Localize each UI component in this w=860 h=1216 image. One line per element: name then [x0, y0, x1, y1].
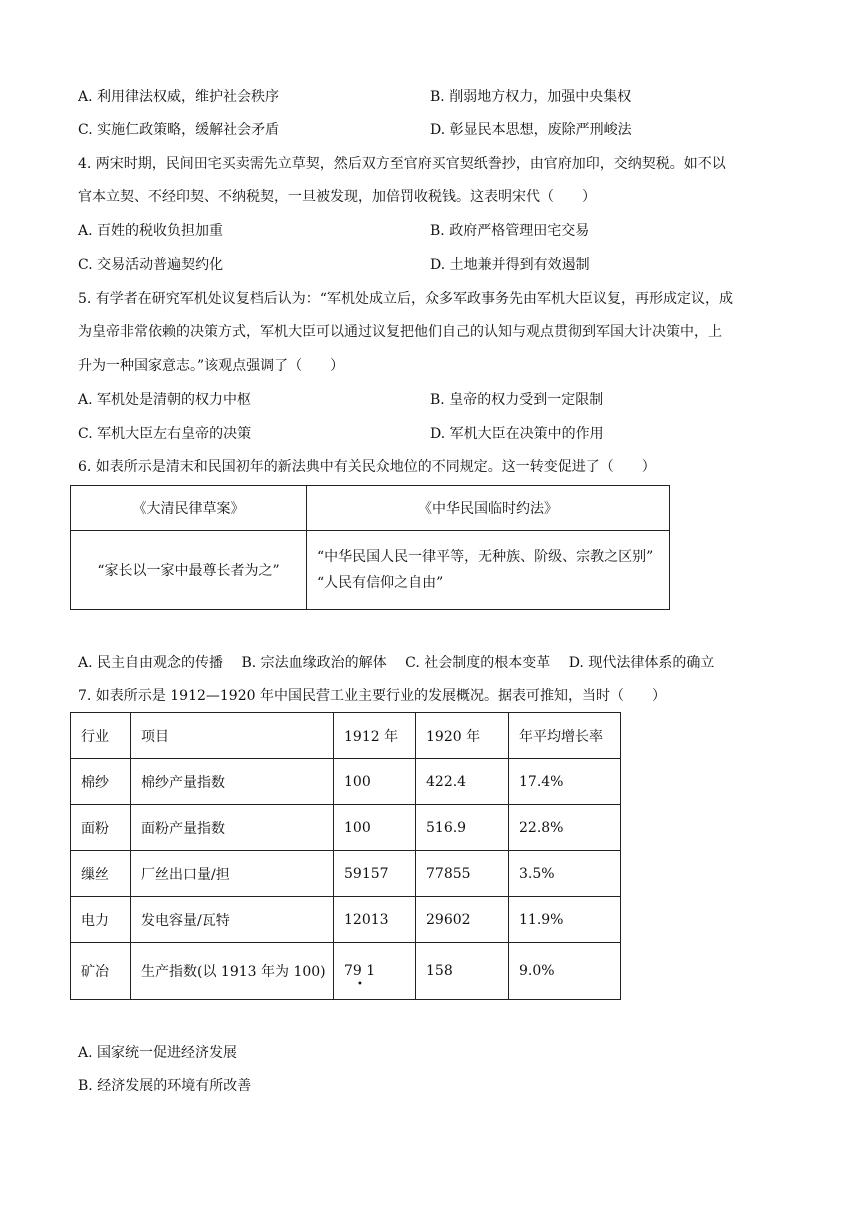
q7-table-header: 1920 年: [416, 713, 509, 759]
table-cell: 棉纱产量指数: [131, 759, 334, 805]
q4-stem-line-2: 官本立契、不经印契、不纳税契，一旦被发现，加倍罚收税钱。这表明宋代（ ）: [78, 189, 596, 205]
q3-options-row-2: [78, 120, 778, 140]
q4-option-c[interactable]: C. 交易活动普遍契约化: [78, 257, 224, 273]
q6-options-row: [78, 653, 728, 673]
q7-table-header: 年平均增长率: [509, 713, 621, 759]
table-cell: 100: [334, 759, 416, 805]
q6-table-header-1: 《大清民律草案》: [71, 486, 307, 531]
q6-table-cell-2-line-1: “中华民国人民一律平等，无种族、阶级、宗教之区别”: [317, 549, 654, 565]
q4-option-d[interactable]: D. 土地兼并得到有效遏制: [430, 257, 590, 273]
q5-stem-line-3: 升为一种国家意志。”该观点强调了（ ）: [78, 358, 345, 374]
table-row: [71, 943, 621, 1000]
table-cell: 77855: [416, 851, 509, 897]
q7-option-b[interactable]: B. 经济发展的环境有所改善: [78, 1078, 252, 1094]
q7-option-a[interactable]: A. 国家统一促进经济发展: [78, 1045, 238, 1061]
q4-option-a[interactable]: A. 百姓的税收负担加重: [78, 223, 224, 239]
q5-option-c[interactable]: C. 军机大臣左右皇帝的决策: [78, 426, 252, 442]
table-cell: 12013: [334, 897, 416, 943]
q7-table-header: 1912 年: [334, 713, 416, 759]
q6-table-cell-2: [307, 531, 670, 610]
stray-dot: •: [357, 979, 363, 990]
table-cell: 100: [334, 805, 416, 851]
table-cell: 面粉产量指数: [131, 805, 334, 851]
table-cell: 电力: [71, 897, 131, 943]
q4-options-row-2: [78, 255, 778, 275]
q4-option-b[interactable]: B. 政府严格管理田宅交易: [430, 223, 590, 239]
table-row: [71, 897, 621, 943]
q6-stem: 6. 如表所示是清末和民国初年的新法典中有关民众地位的不同规定。这一转变促进了（ ）: [78, 459, 656, 475]
q6-table-cell-2-line-2: “人民有信仰之自由”: [317, 575, 444, 591]
table-row: [71, 805, 621, 851]
q5-stem-line-2: 为皇帝非常依赖的决策方式，军机大臣可以通过议复把他们自己的认知与观点贯彻到军国大计决策中，上: [78, 324, 722, 340]
table-row: [71, 851, 621, 897]
q5-option-a[interactable]: A. 军机处是清朝的权力中枢: [78, 392, 252, 408]
table-cell: 矿冶: [71, 943, 131, 1000]
q6-option-b[interactable]: B. 宗法血缘政治的解体: [241, 655, 387, 671]
q6-option-a[interactable]: A. 民主自由观念的传播: [78, 655, 224, 671]
q7-table-header: 项目: [131, 713, 334, 759]
q7-table-header: 行业: [71, 713, 131, 759]
table-cell: 厂丝出口量/担: [131, 851, 334, 897]
q3-option-c[interactable]: C. 实施仁政策略，缓解社会矛盾: [78, 122, 280, 138]
q6-table-cell-1: “家长以一家中最尊长者为之”: [71, 531, 307, 610]
q3-option-a[interactable]: A. 利用律法权威，维护社会秩序: [78, 89, 280, 105]
table-cell: 158: [416, 943, 509, 1000]
table-cell: 17.4%: [509, 759, 621, 805]
table-cell-value: [344, 963, 376, 990]
q3-option-b[interactable]: B. 削弱地方权力，加强中央集权: [430, 89, 632, 105]
table-row: [71, 759, 621, 805]
q5-option-d[interactable]: D. 军机大臣在决策中的作用: [430, 426, 604, 442]
table-cell: 生产指数(以 1913 年为 100): [131, 943, 334, 1000]
table-cell: 22.8%: [509, 805, 621, 851]
table-cell: [334, 943, 416, 1000]
q7-stem: 7. 如表所示是 1912—1920 年中国民营工业主要行业的发展概况。据表可推知，当时（ ）: [78, 688, 666, 704]
q3-options-row-1: [78, 87, 778, 107]
table-cell: 发电容量/瓦特: [131, 897, 334, 943]
q5-option-b[interactable]: B. 皇帝的权力受到一定限制: [430, 392, 604, 408]
q5-stem-line-1: 5. 有学者在研究军机处议复档后认为：“军机处成立后，众多军政事务先由军机大臣议复，再形成定议，成: [78, 291, 733, 307]
q4-stem-line-1: 4. 两宋时期，民间田宅买卖需先立草契，然后双方至官府买官契纸誊抄，由官府加印，交纳契税。如不以: [78, 156, 726, 172]
q5-options-row-2: [78, 424, 778, 444]
table-cell: 3.5%: [509, 851, 621, 897]
q5-options-row-1: [78, 390, 778, 410]
table-cell: 29602: [416, 897, 509, 943]
table-cell: 棉纱: [71, 759, 131, 805]
table-cell: 11.9%: [509, 897, 621, 943]
table-cell: 缫丝: [71, 851, 131, 897]
table-cell: 516.9: [416, 805, 509, 851]
table-cell: 9.0%: [509, 943, 621, 1000]
q6-option-d[interactable]: D. 现代法律体系的确立: [568, 655, 715, 671]
q6-option-c[interactable]: C. 社会制度的根本变革: [405, 655, 551, 671]
q6-table-header-2: 《中华民国临时约法》: [307, 486, 670, 531]
q6-table: [70, 485, 670, 610]
q4-options-row-1: [78, 221, 778, 241]
table-cell-text: 79 1: [344, 963, 376, 979]
table-cell: 面粉: [71, 805, 131, 851]
q3-option-d[interactable]: D. 彰显民本思想，废除严刑峻法: [430, 122, 632, 138]
table-cell: 59157: [334, 851, 416, 897]
table-cell: 422.4: [416, 759, 509, 805]
q7-table: [70, 712, 621, 1000]
